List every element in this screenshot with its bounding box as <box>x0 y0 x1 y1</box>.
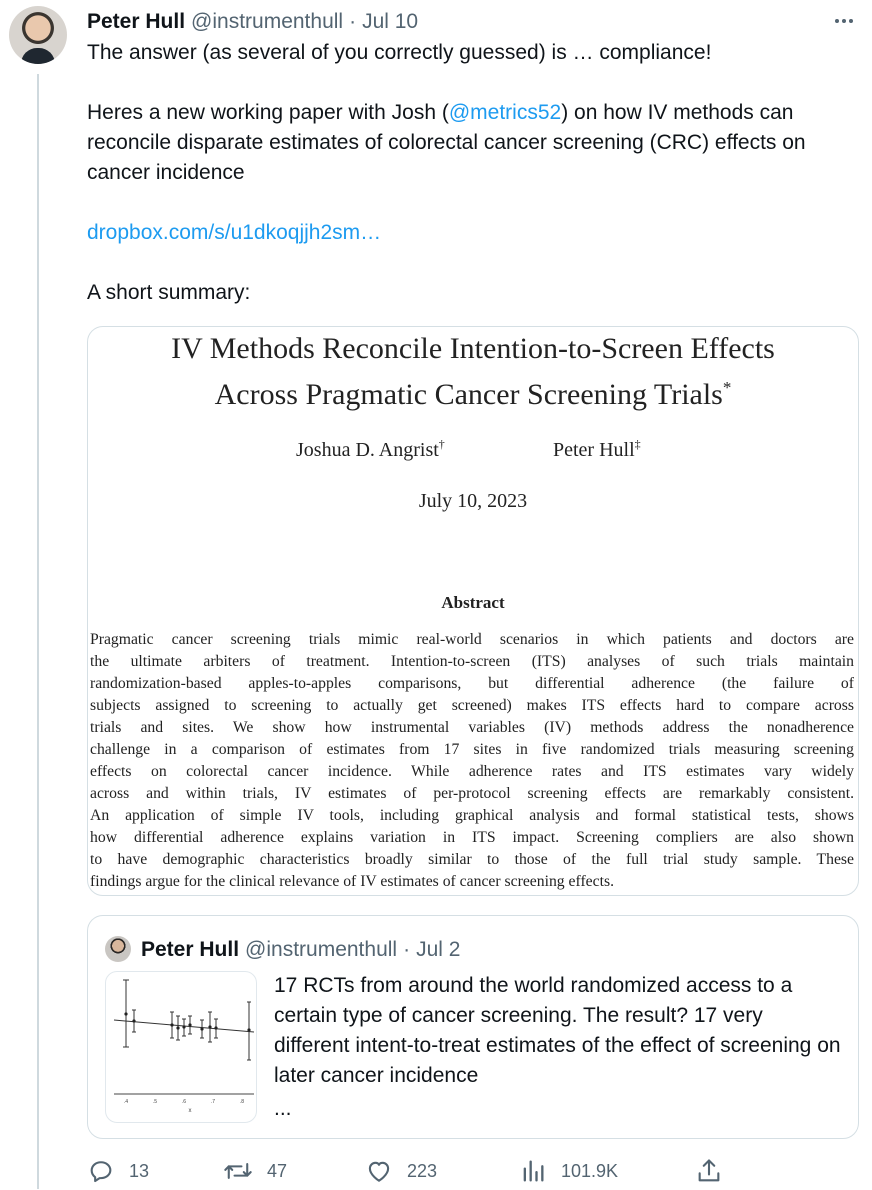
like-count: 223 <box>407 1160 438 1181</box>
action-bar <box>87 1152 857 1190</box>
tweet-paragraph <box>87 98 847 188</box>
abstract-line: to have demographic characteristics broadly similar to those of the full trial study sample. These <box>90 851 854 868</box>
abstract-line: effects on colorectal cancer incidence. While adherence rates and ITS estimates vary widely <box>90 763 854 780</box>
tweet-text-segment: Heres a new working paper with Josh ( <box>87 101 449 124</box>
view-count: 101.9K <box>561 1160 619 1181</box>
views-icon <box>519 1157 547 1185</box>
paper-title-line <box>88 368 858 415</box>
author-handle[interactable]: @instrumenthull <box>191 10 344 33</box>
attached-image[interactable] <box>87 326 859 896</box>
thumbnail-tick-label: .5 <box>152 1099 158 1105</box>
abstract-line: trials and sites. We show how instrumental variables (IV) methods address the nonadherence <box>90 719 854 736</box>
like-button[interactable] <box>365 1152 437 1190</box>
repost-button[interactable] <box>223 1152 287 1190</box>
abstract-line: across and within trials, IV estimates of per-protocol screening effects are remarkably consistent. <box>90 785 854 802</box>
thumbnail-tick-label: .8 <box>239 1099 245 1105</box>
repost-icon <box>223 1157 253 1185</box>
thread-connector-line <box>37 74 39 1189</box>
abstract-line: findings argue for the clinical relevance of IV estimates of cancer screening effects. <box>90 873 614 890</box>
repost-count: 47 <box>267 1160 288 1181</box>
thumbnail-tick-label: .4 <box>123 1099 129 1105</box>
title-footnote-mark: * <box>722 378 732 397</box>
avatar[interactable] <box>9 6 67 64</box>
quoted-author-name: Peter Hull <box>141 938 240 961</box>
paper-title-line: IV Methods Reconcile Intention-to-Screen Effects <box>171 332 775 365</box>
thumbnail-tick-label: .6 <box>181 1099 187 1105</box>
abstract-line: randomization-based apples-to-apples comparisons, but differential adherence (the failure of <box>90 675 854 692</box>
author-name[interactable]: Peter Hull <box>87 10 186 33</box>
quoted-tweet-date: Jul 2 <box>416 938 461 961</box>
paper-author: Joshua D. Angrist† <box>296 437 445 461</box>
views-button[interactable] <box>519 1152 618 1190</box>
abstract-line: how differential adherence explains variation in ITS impact. Screening compliers are also shown <box>90 829 854 846</box>
share-icon <box>695 1157 723 1185</box>
thumbnail-x-label: x <box>188 1108 192 1114</box>
quoted-tweet[interactable] <box>87 915 859 1139</box>
paper-link[interactable]: dropbox.com/s/u1dkoqjjh2sm… <box>87 221 382 244</box>
abstract-line: Pragmatic cancer screening trials mimic real-world scenarios in which patients and doctors are <box>90 631 854 648</box>
more-icon[interactable] <box>832 9 856 33</box>
abstract-line: the ultimate arbiters of treatment. Intention-to-screen (ITS) analyses of such trials maintain <box>90 653 854 670</box>
quoted-author-handle: @instrumenthull <box>245 938 398 961</box>
abstract-line: subjects assigned to screening to actually get screened) makes ITS effects hard to compare across <box>90 697 854 714</box>
share-button[interactable] <box>695 1152 723 1190</box>
quoted-tweet-header <box>141 936 460 964</box>
thumbnail-tick-label: .7 <box>210 1099 216 1105</box>
abstract-text <box>90 629 854 893</box>
reply-count: 13 <box>129 1160 150 1181</box>
quoted-avatar <box>105 936 131 962</box>
separator-dot: · <box>349 10 357 33</box>
reply-icon <box>87 1157 115 1185</box>
abstract-heading: Abstract <box>441 593 505 612</box>
estimates-plot-thumbnail <box>106 972 256 1122</box>
abstract-line: An application of simple IV tools, including graphical analysis and formal statistical tests, shows <box>90 807 854 824</box>
abstract-line: challenge in a comparison of estimates from 17 sites in five randomized trials measuring screening <box>90 741 854 758</box>
quoted-tweet-text: 17 RCTs from around the world randomized access to a certain type of cancer screening. The result? 17 very different intent-to-treat estimates of the effect of screening on later cancer incidence <box>274 974 841 1087</box>
reply-button[interactable] <box>87 1152 149 1190</box>
tweet-text-segment: ) on how IV methods can reconcile disparate estimates of colorectal cancer screening (CRC) effects on cancer incidence <box>87 101 806 184</box>
paper-title-text: Across Pragmatic Cancer Screening Trials <box>214 378 723 411</box>
paper-author: Peter Hull‡ <box>553 437 641 461</box>
heart-icon <box>365 1157 393 1185</box>
tweet-header <box>87 9 418 35</box>
paper-date: July 10, 2023 <box>418 490 528 512</box>
separator-dot: · <box>403 938 411 961</box>
tweet-date[interactable]: Jul 10 <box>362 10 419 33</box>
show-more-ellipsis[interactable]: ... <box>274 1097 292 1120</box>
mention-link[interactable]: @metrics52 <box>448 101 562 124</box>
quoted-media-thumbnail[interactable] <box>105 971 257 1123</box>
tweet-paragraph: A short summary: <box>87 281 251 304</box>
tweet-paragraph: The answer (as several of you correctly guessed) is … compliance! <box>87 41 712 64</box>
tweet-text <box>87 38 847 308</box>
